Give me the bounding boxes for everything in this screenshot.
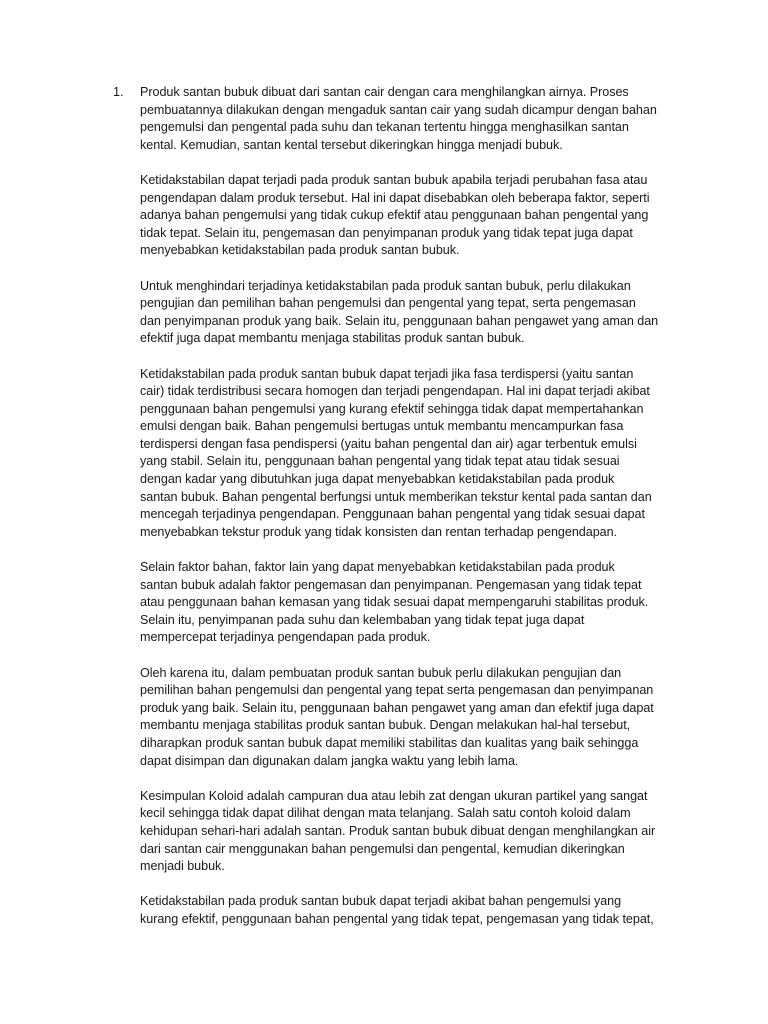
- text-line: mempercepat terjadinya pengendapan pada produk.: [140, 630, 431, 645]
- text-line: penggunaan bahan pengemulsi yang kurang efektif sehingga tidak dapat mempertahankan: [140, 401, 644, 416]
- text-line: pengemulsi dan pengental pada suhu dan tekanan tertentu hingga menghasilkan santan: [140, 120, 629, 135]
- text-line: menyebabkan tekstur produk yang tidak konsisten dan rentan terhadap pengendapan.: [140, 524, 618, 539]
- text-line: Selain itu, penyimpanan pada suhu dan kelembaban yang tidak tepat juga dapat: [140, 612, 585, 627]
- text-line: Untuk menghindari terjadinya ketidakstabilan pada produk santan bubuk, perlu dilakukan: [140, 278, 631, 293]
- text-line: yang stabil. Selain itu, penggunaan bahan pengental yang tidak tepat atau tidak sesuai: [140, 454, 620, 469]
- text-line: menjadi bubuk.: [140, 859, 225, 874]
- text-line: Oleh karena itu, dalam pembuatan produk santan bubuk perlu dilakukan pengujian dan: [140, 665, 622, 680]
- paragraph: [140, 893, 680, 928]
- text-line: efektif juga dapat membantu menjaga stabilitas produk santan bubuk.: [140, 331, 525, 346]
- text-line: emulsi dengan baik. Bahan pengemulsi bertugas untuk membantu mencampurkan fasa: [140, 419, 624, 434]
- text-line: dan penyimpanan produk yang baik. Selain itu, penggunaan bahan pengawet yang aman dan: [140, 313, 659, 328]
- text-line: Produk santan bubuk dibuat dari santan cair dengan cara menghilangkan airnya. Proses: [140, 85, 629, 99]
- text-line: pembuatannya dilakukan dengan mengaduk santan cair yang sudah dicampur dengan bahan: [140, 102, 657, 117]
- paragraph: [140, 84, 680, 154]
- text-line: kecil sehingga tidak dapat dilihat dengan mata telanjang. Salah satu contoh koloid dalam: [140, 806, 631, 821]
- text-line: menyebabkan ketidakstabilan pada produk santan bubuk.: [140, 243, 460, 258]
- text-line: santan bubuk adalah faktor pengemasan dan penyimpanan. Pengemasan yang tidak tepat: [140, 577, 642, 592]
- text-line: cair) tidak terdistribusi secara homogen dan terjadi pengendapan. Hal ini dapat terjadi akibat: [140, 384, 650, 399]
- text-line: tidak tepat. Selain itu, pengemasan dan penyimpanan produk yang tidak tepat juga dapat: [140, 225, 633, 240]
- list-item-number: 1.: [113, 85, 124, 99]
- text-line: atau penggunaan bahan kemasan yang tidak sesuai dapat mempengaruhi stabilitas produk.: [140, 595, 649, 610]
- text-line: kehidupan sehari-hari adalah santan. Produk santan bubuk dibuat dengan menghilangkan air: [140, 823, 656, 838]
- text-line: Ketidakstabilan pada produk santan bubuk dapat terjadi akibat bahan pengemulsi yang: [140, 894, 622, 909]
- text-line: Selain faktor bahan, faktor lain yang dapat menyebabkan ketidakstabilan pada produk: [140, 560, 615, 575]
- list-item-body: [140, 84, 680, 946]
- text-line: pengendapan dalam produk tersebut. Hal ini dapat disebabkan oleh beberapa faktor, seperti: [140, 190, 650, 205]
- text-line: santan bubuk. Bahan pengental berfungsi untuk memberikan tekstur kental pada santan dan: [140, 489, 652, 504]
- text-line: mencegah terjadinya pengendapan. Penggunaan bahan pengental yang tidak sesuai dapat: [140, 507, 645, 522]
- paragraph: [140, 559, 680, 647]
- text-line: Kesimpulan Koloid adalah campuran dua atau lebih zat dengan ukuran partikel yang sangat: [140, 788, 648, 803]
- paragraph: [140, 172, 680, 260]
- text-line: Ketidakstabilan pada produk santan bubuk dapat terjadi jika fasa terdispersi (yaitu santan: [140, 366, 634, 381]
- text-line: pemilihan bahan pengemulsi dan pengental yang tepat serta pengemasan dan penyimpanan: [140, 683, 654, 698]
- text-line: diharapkan produk santan bubuk dapat memiliki stabilitas dan kualitas yang baik sehingga: [140, 735, 639, 750]
- text-line: dari santan cair menggunakan bahan pengemulsi dan pengental, kemudian dikeringkan: [140, 841, 625, 856]
- text-line: kental. Kemudian, santan kental tersebut dikeringkan hingga menjadi bubuk.: [140, 137, 563, 152]
- text-line: pengujian dan pemilihan bahan pengemulsi dan pengental yang tepat, serta pengemasan: [140, 296, 636, 311]
- text-line: terdispersi dengan fasa pendispersi (yaitu bahan pengental dan air) agar terbentuk emulsi: [140, 436, 637, 451]
- paragraph: [140, 366, 680, 542]
- text-line: dengan kadar yang dibutuhkan juga dapat menyebabkan ketidakstabilan pada produk: [140, 472, 615, 487]
- text-line: produk yang baik. Selain itu, penggunaan bahan pengawet yang aman dan efektif juga dapat: [140, 700, 654, 715]
- text-line: Ketidakstabilan dapat terjadi pada produk santan bubuk apabila terjadi perubahan fasa atau: [140, 172, 648, 187]
- paragraph: [140, 665, 680, 771]
- paragraph: [140, 278, 680, 348]
- text-line: kurang efektif, penggunaan bahan pengental yang tidak tepat, pengemasan yang tidak tepat,: [140, 911, 654, 926]
- text-line: dapat disimpan dan digunakan dalam jangka waktu yang lebih lama.: [140, 753, 519, 768]
- text-line: adanya bahan pengemulsi yang tidak cukup efektif atau penggunaan bahan pengental yang: [140, 208, 649, 223]
- text-line: membantu menjaga stabilitas produk santan bubuk. Dengan melakukan hal-hal tersebut,: [140, 718, 631, 733]
- paragraph: [140, 788, 680, 876]
